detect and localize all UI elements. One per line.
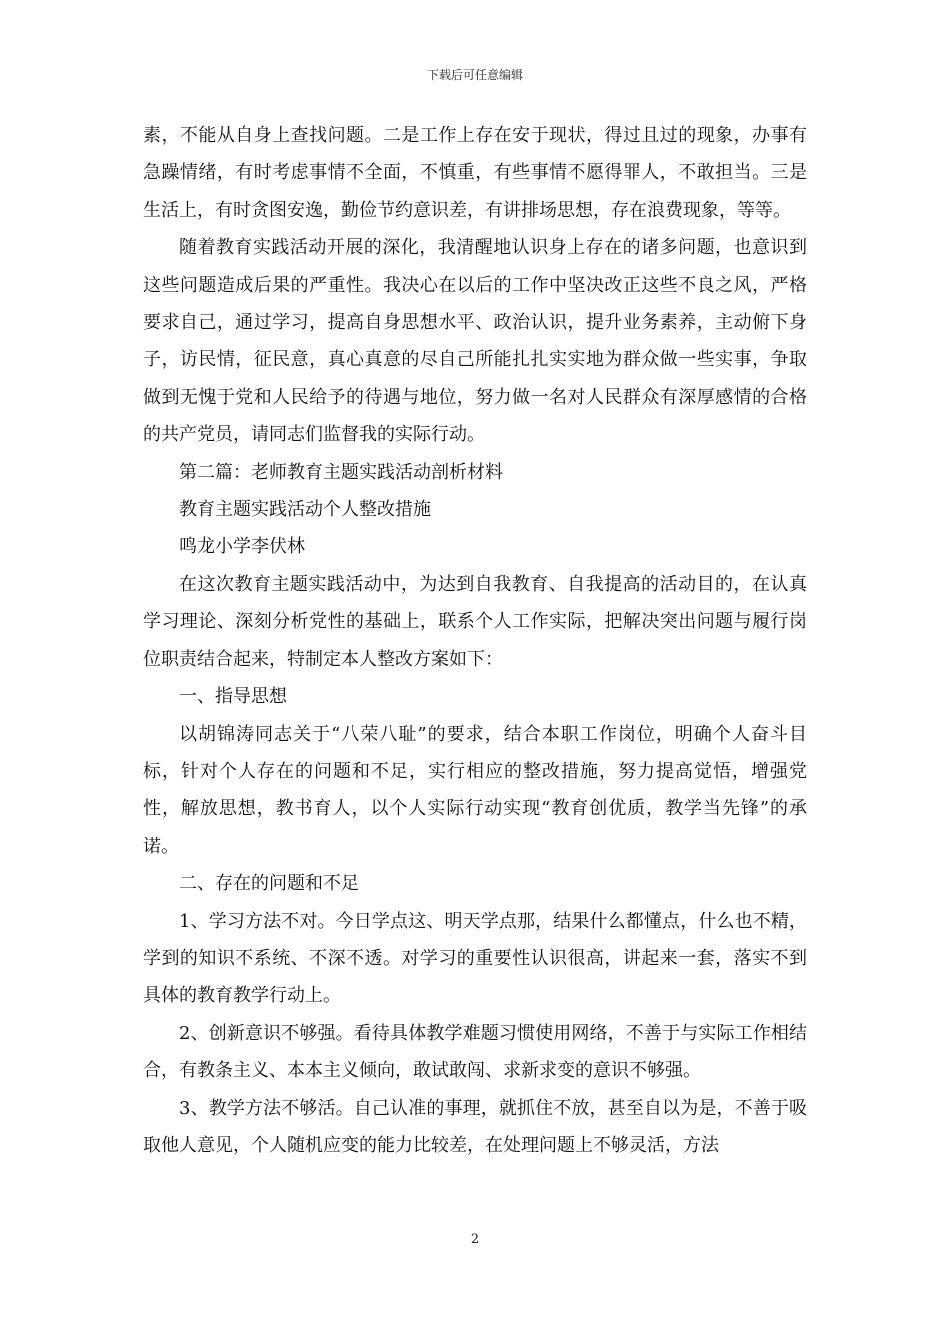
paragraph: 3、教学方法不够活。自己认准的事理，就抓住不放，甚至自以为是，不善于吸取他人意见，个人随机应变的能力比较差，在处理问题上不够灵活，方法 (143, 1097, 807, 1156)
author-line: 鸣龙小学李伏林 (179, 536, 305, 558)
page-header: 下载后可任意编辑 (426, 68, 523, 82)
paragraph: 1、学习方法不对。今日学点这、明天学点那，结果什么都懂点，什么也不精，学到的知识不系统、不深不透。对学习的重要性认识很高，讲起来一套，落实不到具体的教育教学行动上。 (143, 910, 807, 1007)
heading: 一、指导思想 (179, 686, 287, 708)
paragraph: 随着教育实践活动开展的深化，我清醒地认识身上存在的诸多问题，也意识到这些问题造成后果的严重性。我决心在以后的工作中坚决改正这些不良之风，严格要求自己，通过学习，提高自身思想水平、政治认识，提升业务素养，主动俯下身子，访民情，征民意，真心真意的尽自己所能扎扎实实地为群众做一些实事，争取做到无愧于党和人民给予的待遇与地位，努力做一名对人民群众有深厚感情的合格的共产党员，请同志们监督我的实际行动。 (143, 237, 807, 446)
section-title: 第二篇：老师教育主题实践活动剖析材料 (179, 461, 503, 483)
paragraph: 以胡锦涛同志关于“八荣八耻”的要求，结合本职工作岗位，明确个人奋斗目标，针对个人存在的问题和不足，实行相应的整改措施，努力提高觉悟，增强党性，解放思想，教书育人，以个人实际行动实现“教育创优质，教学当先锋”的承诺。 (143, 723, 807, 857)
document-body (143, 117, 807, 1164)
heading: 二、存在的问题和不足 (179, 873, 359, 895)
paragraph: 2、创新意识不够强。看待具体教学难题习惯使用网络，不善于与实际工作相结合，有教条主义、本本主义倾向，敢试敢闯、求新求变的意识不够强。 (143, 1022, 807, 1082)
paragraph: 素，不能从自身上查找问题。二是工作上存在安于现状，得过且过的现象，办事有急躁情绪，有时考虑事情不全面，不慎重，有些事情不愿得罪人，不敢担当。三是生活上，有时贪图安逸，勤俭节约意识差，有讲排场思想，存在浪费现象，等等。 (143, 125, 807, 221)
page-number: 2 (470, 1232, 480, 1247)
document-title: 教育主题实践活动个人整改措施 (179, 499, 431, 521)
paragraph: 在这次教育主题实践活动中，为达到自我教育、自我提高的活动目的，在认真学习理论、深刻分析党性的基础上，联系个人工作实际，把解决突出问题与履行岗位职责结合起来，特制定本人整改方案如下： (143, 573, 807, 670)
